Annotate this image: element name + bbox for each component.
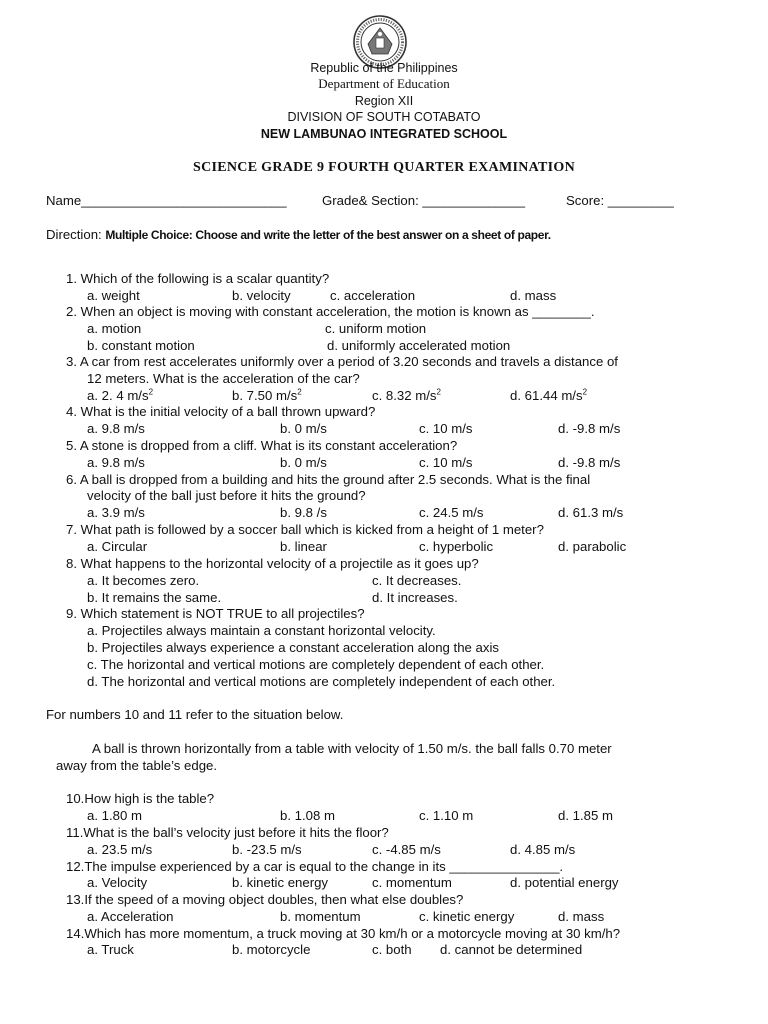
choice-6b: b. 9.8 /s — [280, 505, 327, 520]
exam-title: SCIENCE GRADE 9 FOURTH QUARTER EXAMINATION — [193, 160, 575, 175]
choice-5b: b. 0 m/s — [280, 455, 327, 470]
choice-12b: b. kinetic energy — [232, 875, 329, 890]
question-9: 9. Which statement is NOT TRUE to all projectiles? — [66, 606, 365, 621]
choice-1b: b. velocity — [232, 288, 291, 303]
choice-8c: c. It decreases. — [372, 573, 462, 588]
choice-8b: b. It remains the same. — [87, 590, 222, 605]
choice-4c: c. 10 m/s — [419, 421, 473, 436]
choice-13c: c. kinetic energy — [419, 909, 515, 924]
choice-9d: d. The horizontal and vertical motions are completely independent of each other. — [87, 674, 556, 689]
choice-13b: b. momentum — [280, 909, 361, 924]
choice-6d: d. 61.3 m/s — [558, 505, 624, 520]
header-division: DIVISION OF SOUTH COTABATO — [287, 110, 481, 124]
question-8: 8. What happens to the horizontal velocity of a projectile as it goes up? — [66, 556, 479, 571]
question-11: 11.What is the ball’s velocity just before it hits the floor? — [66, 825, 389, 840]
grade-section-field: Grade& Section: ______________ — [322, 193, 526, 208]
question-4: 4. What is the initial velocity of a ball thrown upward? — [66, 404, 376, 419]
choice-12d: d. potential energy — [510, 875, 619, 890]
question-1: 1. Which of the following is a scalar quantity? — [66, 271, 330, 286]
direction-label: Direction: — [46, 227, 102, 242]
choice-11a: a. 23.5 m/s — [87, 842, 153, 857]
choice-4b: b. 0 m/s — [280, 421, 327, 436]
direction — [46, 227, 551, 243]
choice-13a: a. Acceleration — [87, 909, 174, 924]
header-department: Department of Education — [318, 76, 450, 91]
choice-12c: c. momentum — [372, 875, 452, 890]
choice-14d: d. cannot be determined — [440, 942, 583, 957]
name-field: Name____________________________ — [46, 193, 287, 208]
choice-1c: c. acceleration — [330, 288, 416, 303]
header-school: NEW LAMBUNAO INTEGRATED SCHOOL — [260, 127, 508, 141]
direction-text: Multiple Choice: Choose and write the letter of the best answer on a sheet of paper. — [105, 228, 551, 242]
choice-10b: b. 1.08 m — [280, 808, 335, 823]
question-5: 5. A stone is dropped from a cliff. What is its constant acceleration? — [66, 438, 458, 453]
choice-8d: d. It increases. — [372, 590, 458, 605]
question-13: 13.If the speed of a moving object doubles, then what else doubles? — [66, 892, 464, 907]
question-7: 7. What path is followed by a soccer ball which is kicked from a height of 1 meter? — [66, 522, 544, 537]
score-field: Score: _________ — [566, 193, 674, 208]
choice-7d: d. parabolic — [558, 539, 627, 554]
question-6-cont: velocity of the ball just before it hits the ground? — [87, 488, 366, 503]
choice-14c: c. both — [372, 942, 412, 957]
header-republic: Republic of the Philippines — [310, 61, 458, 75]
question-14: 14.Which has more momentum, a truck moving at 30 km/h or a motorcycle moving at 30 km/h? — [66, 926, 621, 941]
choice-8a: a. It becomes zero. — [87, 573, 200, 588]
choice-12a: a. Velocity — [87, 875, 148, 890]
choice-9a: a. Projectiles always maintain a constant horizontal velocity. — [87, 623, 436, 638]
choice-14b: b. motorcycle — [232, 942, 311, 957]
question-3-cont: 12 meters. What is the acceleration of the car? — [87, 371, 360, 386]
choice-11c: c. -4.85 m/s — [372, 842, 441, 857]
choice-10a: a. 1.80 m — [87, 808, 142, 823]
choice-3d: d. 61.44 $m/s^2$ — [510, 387, 588, 403]
choice-3c: c. 8.32 $m/s^2$ — [372, 387, 441, 403]
choice-7b: b. linear — [280, 539, 327, 554]
choice-13d: d. mass — [558, 909, 605, 924]
choice-2a: a. motion — [87, 321, 142, 336]
choice-5a: a. 9.8 m/s — [87, 455, 145, 470]
choice-2b: b. constant motion — [87, 338, 195, 353]
question-2: 2. When an object is moving with constant acceleration, the motion is known as ________. — [66, 304, 595, 319]
situation-text-2: away from the table’s edge. — [56, 758, 218, 773]
choice-6c: c. 24.5 m/s — [419, 505, 484, 520]
choice-10d: d. 1.85 m — [558, 808, 613, 823]
choice-5d: d. -9.8 m/s — [558, 455, 621, 470]
choice-1d: d. mass — [510, 288, 557, 303]
choice-4d: d. -9.8 m/s — [558, 421, 621, 436]
choice-11d: d. 4.85 m/s — [510, 842, 576, 857]
situation-intro: For numbers 10 and 11 refer to the situation below. — [46, 707, 344, 722]
header-region: Region XII — [354, 94, 414, 108]
question-3: 3. A car from rest accelerates uniformly over a period of 3.20 seconds and travels a distance of — [66, 354, 618, 369]
choice-11b: b. -23.5 m/s — [232, 842, 302, 857]
situation-text-1: A ball is thrown horizontally from a table with velocity of 1.50 m/s. the ball falls 0.70 meter — [92, 741, 612, 756]
choice-3b: b. 7.50 $m/s^2$ — [232, 387, 302, 403]
choice-9c: c. The horizontal and vertical motions are completely dependent of each other. — [87, 657, 545, 672]
choice-10c: c. 1.10 m — [419, 808, 474, 823]
choice-2c: c. uniform motion — [325, 321, 427, 336]
question-12: 12.The impulse experienced by a car is equal to the change in its _______________. — [66, 859, 564, 874]
question-10: 10.How high is the table? — [66, 791, 215, 806]
question-6: 6. A ball is dropped from a building and hits the ground after 2.5 seconds. What is the final — [66, 472, 591, 487]
choice-9b: b. Projectiles always experience a constant acceleration along the axis — [87, 640, 499, 655]
choice-14a: a. Truck — [87, 942, 134, 957]
choice-1a: a. weight — [87, 288, 140, 303]
choice-7c: c. hyperbolic — [419, 539, 494, 554]
choice-3a: a. 2. 4 $m/s^2$ — [87, 387, 154, 403]
choice-2d: d. uniformly accelerated motion — [327, 338, 511, 353]
choice-6a: a. 3.9 m/s — [87, 505, 145, 520]
choice-7a: a. Circular — [87, 539, 148, 554]
choice-4a: a. 9.8 m/s — [87, 421, 145, 436]
choice-5c: c. 10 m/s — [419, 455, 473, 470]
